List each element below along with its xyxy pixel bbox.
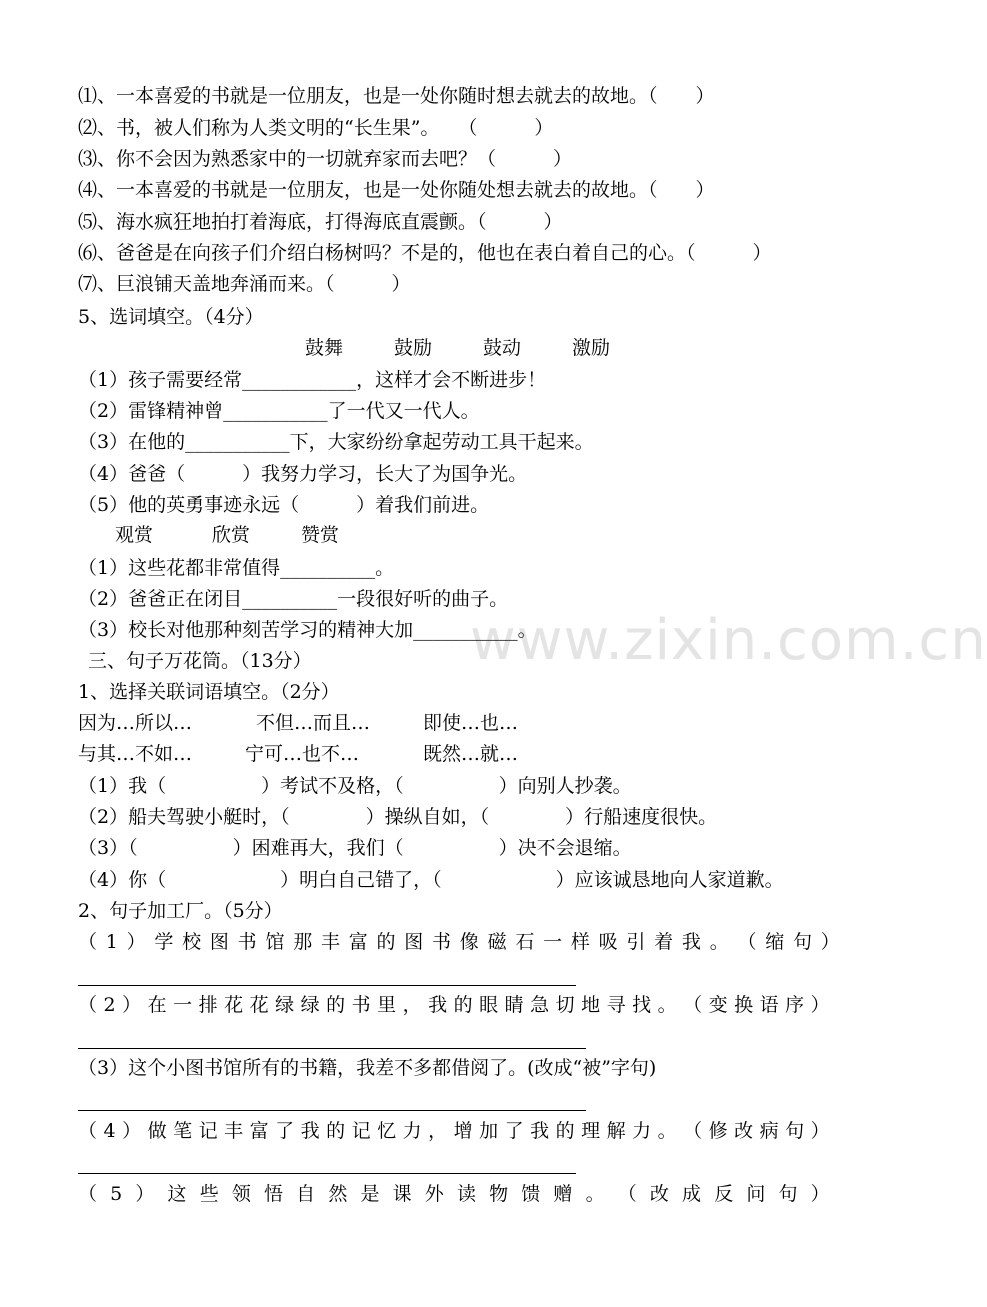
judge-item-1: ⑴、一本喜爱的书就是一位朋友，也是一处你随时想去就去的故地。（ ）	[78, 85, 715, 107]
fill-line: （3）（ ）困难再大，我们（ ）决不会退缩。	[78, 837, 632, 859]
word-option: 鼓动	[483, 337, 522, 359]
fill-line: （1）孩子需要经常____________，这样才会不断进步！	[78, 369, 547, 391]
judge-item-5: ⑸、海水疯狂地拍打着海底，打得海底直震颤。（ ）	[78, 211, 563, 233]
fill-line: （3）在他的___________下，大家纷纷拿起劳动工具干起来。	[78, 431, 594, 453]
judge-item-2: ⑵、书，被人们称为人类文明的“长生果”。 （ ）	[78, 117, 554, 139]
fill-line: （2）爸爸正在闭目__________一段很好听的曲子。	[78, 588, 509, 610]
word-option: 鼓励	[394, 337, 433, 359]
rewrite-prompt-3: （3）这个小图书馆所有的书籍，我差不多都借阅了。(改成“被”字句)	[78, 1057, 657, 1079]
conjunction-row-2	[78, 742, 518, 766]
rewrite-prompt-4: （ 4 ） 做 笔 记 丰 富 了 我 的 记 忆 力 ， 增 加 了 我 的 理 解 力 。 （ 修 改 病 句 ）	[78, 1120, 830, 1142]
answer-line	[78, 985, 576, 986]
word-option: 观赏	[115, 524, 154, 546]
answer-line	[78, 1048, 586, 1049]
word-bank-2	[115, 523, 339, 547]
answer-line	[78, 1110, 586, 1111]
conjunction-option: 因为…所以…	[78, 712, 193, 734]
q5-title: 5、选词填空。（4分）	[78, 306, 264, 328]
conjunction-option: 与其…不如…	[78, 743, 193, 765]
judge-item-3: ⑶、你不会因为熟悉家中的一切就弃家而去吧？（ ）	[78, 148, 573, 170]
conjunction-option: 既然…就…	[423, 743, 519, 765]
conjunction-option: 即使…也…	[423, 712, 519, 734]
word-option: 激励	[572, 337, 611, 359]
section-3-title: 三、句子万花筒。（13分）	[88, 650, 312, 672]
fill-line: （1）我（ ）考试不及格，（ ）向别人抄袭。	[78, 775, 632, 797]
rewrite-prompt-2: （ 2 ） 在 一 排 花 花 绿 绿 的 书 里 ， 我 的 眼 睛 急 切 地 寻 找 。 （ 变 换 语 序 ）	[78, 994, 830, 1016]
word-option: 鼓舞	[305, 337, 344, 359]
judge-item-4: ⑷、一本喜爱的书就是一位朋友，也是一处你随处想去就去的故地。（ ）	[78, 179, 715, 201]
fill-line: （2）船夫驾驶小艇时，（ ）操纵自如，（ ）行船速度很快。	[78, 806, 718, 828]
word-option: 赞赏	[301, 524, 340, 546]
judge-item-7: ⑺、巨浪铺天盖地奔涌而来。（ ）	[78, 273, 411, 295]
fill-line: （3）校长对他那种刻苦学习的精神大加___________。	[78, 619, 537, 641]
fill-line: （4）爸爸（ ）我努力学习，长大了为国争光。	[78, 463, 528, 485]
fill-line: （4）你（ ）明白自己错了，（ ）应该诚恳地向人家道歉。	[78, 869, 784, 891]
answer-line	[78, 1173, 576, 1174]
watermark: www.zixin.com.cn	[470, 608, 987, 673]
conjunction-option: 不但…而且…	[256, 712, 371, 734]
q1-title: 1、选择关联词语填空。（2分）	[78, 681, 340, 703]
rewrite-prompt-5: （ 5 ） 这 些 领 悟 自 然 是 课 外 读 物 馈 赠 。 （ 改 成 反 问 句 ）	[78, 1183, 830, 1205]
fill-line: （2）雷锋精神曾___________了一代又一代人。	[78, 400, 480, 422]
rewrite-prompt-1: （ 1 ） 学 校 图 书 馆 那 丰 富 的 图 书 像 磁 石 一 样 吸 引 着 我 。 （ 缩 句 ）	[78, 931, 840, 953]
judge-item-6: ⑹、爸爸是在向孩子们介绍白杨树吗？不是的，他也在表白着自己的心。（ ）	[78, 242, 772, 264]
conjunction-option: 宁可…也不…	[245, 743, 360, 765]
word-bank-1	[305, 336, 610, 360]
fill-line: （1）这些花都非常值得__________。	[78, 557, 395, 579]
fill-line: （5）他的英勇事迹永远（ ）着我们前进。	[78, 494, 490, 516]
word-option: 欣赏	[212, 524, 251, 546]
conjunction-row-1	[78, 711, 518, 735]
q2-title: 2、句子加工厂。（5分）	[78, 900, 283, 922]
